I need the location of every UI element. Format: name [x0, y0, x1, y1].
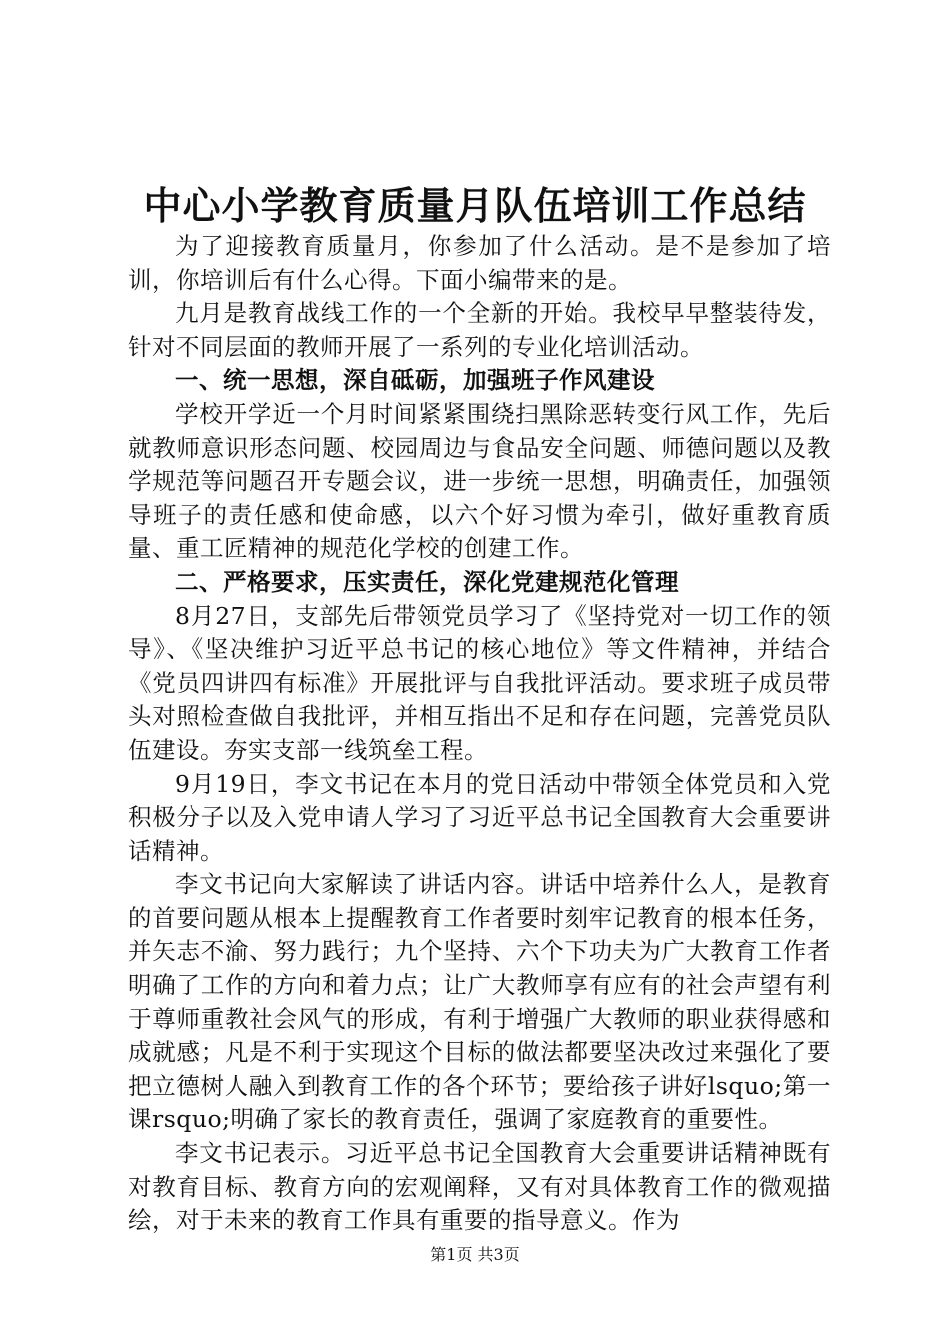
document-body — [128, 230, 831, 1238]
paragraph-september: 九月是教育战线工作的一个全新的开始。我校早早整装待发，针对不同层面的教师开展了一系列的专业化培训活动。 — [128, 299, 831, 361]
paragraph-aug-27: 8月27日，支部先后带领党员学习了《坚持党对一切工作的领导》、《坚决维护习近平总书记的核心地位》等文件精神，并结合《党员四讲四有标准》开展批评与自我批评活动。要求班子成员带头对照检查做自我批评，并相互指出不足和存在问题，完善党员队伍建设。夯实支部一线筑垒工程。 — [128, 601, 831, 764]
section-heading-1: 一、统一思想，深自砥砺，加强班子作风建设 — [175, 366, 655, 395]
paragraph-speech-interpretation: 李文书记向大家解读了讲话内容。讲话中培养什么人，是教育的首要问题从根本上提醒教育工作者要时刻牢记教育的根本任务，并矢志不渝、努力践行；九个坚持、六个下功夫为广大教育工作者明确了工作的方向和着力点；让广大教师享有应有的社会声望有利于尊师重教社会风气的形成，有利于增强广大教师的职业获得感和成就感；凡是不利于实现这个目标的做法都要坚决改过来强化了要把立德树人融入到教育工作的各个环节；要给孩子讲好lsquo;第一课rsquo;明确了家长的教育责任，强调了家庭教育的重要性。 — [128, 870, 831, 1134]
section-heading-2: 二、严格要求，压实责任，深化党建规范化管理 — [175, 567, 679, 596]
paragraph-secretary-statement: 李文书记表示。习近平总书记全国教育大会重要讲话精神既有对教育目标、教育方向的宏观阐释，又有对具体教育工作的微观描绘，对于未来的教育工作具有重要的指导意义。作为 — [128, 1139, 831, 1235]
paragraph-school-work: 学校开学近一个月时间紧紧围绕扫黑除恶转变行风工作，先后就教师意识形态问题、校园周边与食品安全问题、师德问题以及教学规范等问题召开专题会议，进一步统一思想，明确责任，加强领导班子的责任感和使命感，以六个好习惯为牵引，做好重教育质量、重工匠精神的规范化学校的创建工作。 — [128, 399, 831, 563]
page-footer: 第1页 共3页 — [430, 1245, 520, 1264]
paragraph-intro: 为了迎接教育质量月，你参加了什么活动。是不是参加了培训，你培训后有什么心得。下面小编带来的是。 — [128, 232, 831, 294]
document-title: 中心小学教育质量月队伍培训工作总结 — [143, 183, 807, 228]
paragraph-sep-19: 9月19日，李文书记在本月的党日活动中带领全体党员和入党积极分子以及入党申请人学习了习近平总书记全国教育大会重要讲话精神。 — [128, 769, 831, 865]
